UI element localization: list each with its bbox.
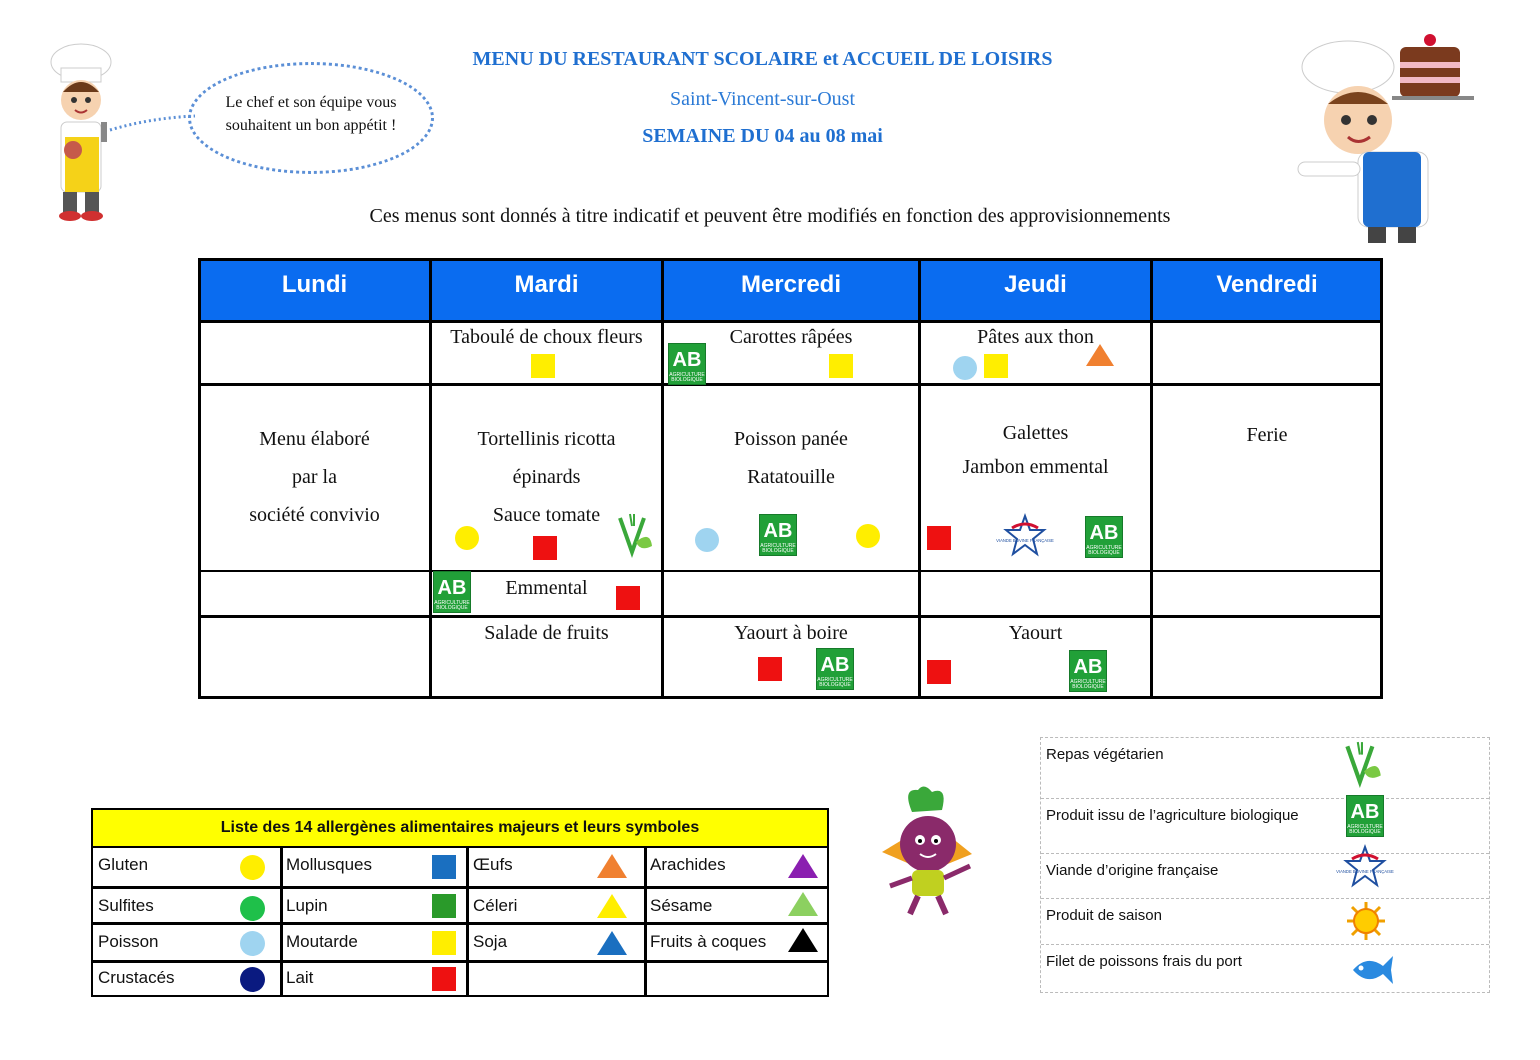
legend-seasonal: Produit de saison bbox=[1046, 907, 1162, 924]
legend-organic: Produit issu de l’agriculture biologique bbox=[1046, 807, 1299, 824]
bubble-line-2: souhaitent un bon appétit ! bbox=[225, 117, 397, 134]
legend-row bbox=[1041, 898, 1489, 945]
page-location: Saint-Vincent-sur-Oust bbox=[669, 88, 856, 110]
legend-row bbox=[1041, 853, 1489, 899]
lupin-symbol bbox=[432, 894, 456, 918]
allergen-oeufs: Œufs bbox=[473, 855, 513, 874]
ab-logo: AB AGRICULTURE BIOLOGIQUE bbox=[1085, 516, 1123, 558]
sun-icon bbox=[1346, 901, 1386, 941]
milk-marker bbox=[616, 586, 640, 610]
disclaimer: Ces menus sont donnés à titre indicatif et peuvent être modifiés en fonction des approvisionnements bbox=[369, 205, 1171, 227]
grid-line bbox=[466, 846, 469, 995]
allergen-mollusques: Mollusques bbox=[286, 855, 372, 874]
lait-symbol bbox=[432, 967, 456, 991]
svg-text:VIANDE BOVINE FRANÇAISE: VIANDE BOVINE FRANÇAISE bbox=[996, 538, 1054, 543]
allergen-sesame: Sésame bbox=[650, 896, 713, 915]
gluten-marker bbox=[829, 354, 853, 378]
cheese-mardi: Emmental bbox=[505, 577, 588, 599]
menu-table bbox=[198, 258, 1383, 699]
grid-line bbox=[1380, 258, 1383, 699]
grid-line bbox=[280, 846, 283, 995]
grid-line bbox=[644, 846, 647, 995]
grid-line bbox=[93, 922, 827, 925]
ab-logo: AB AGRICULTURE BIOLOGIQUE bbox=[1069, 650, 1107, 692]
milk-marker bbox=[533, 536, 557, 560]
day-header-vendredi: Vendredi bbox=[1153, 260, 1381, 320]
allergen-arachides: Arachides bbox=[650, 855, 726, 874]
main-mercredi: Poisson panée Ratatouille bbox=[734, 428, 848, 488]
starter-jeudi: Pâtes aux thon bbox=[977, 326, 1094, 348]
fish-icon bbox=[1347, 950, 1395, 990]
fish-marker bbox=[695, 528, 719, 552]
gluten-symbol bbox=[240, 855, 265, 880]
allergen-table-title: Liste des 14 allergènes alimentaires majeurs et leurs symboles bbox=[93, 810, 827, 848]
starter-mardi: Taboulé de choux fleurs bbox=[450, 326, 643, 348]
milk-marker bbox=[927, 526, 951, 550]
ab-logo: AB AGRICULTURE BIOLOGIQUE bbox=[668, 343, 706, 385]
day-header-mardi: Mardi bbox=[432, 260, 661, 320]
legend-fresh-fish: Filet de poissons frais du port bbox=[1046, 953, 1242, 970]
ab-logo: AB AGRICULTURE BIOLOGIQUE bbox=[816, 648, 854, 690]
page-title: MENU DU RESTAURANT SCOLAIRE et ACCUEIL DE LOISIRS bbox=[472, 48, 1053, 70]
grid-line bbox=[198, 696, 1383, 699]
gluten-marker bbox=[984, 354, 1008, 378]
main-vendredi: Ferie bbox=[1246, 424, 1288, 446]
legend-row bbox=[1041, 738, 1489, 799]
allergen-sulfites: Sulfites bbox=[98, 896, 154, 915]
allergen-lupin: Lupin bbox=[286, 896, 328, 915]
speech-bubble bbox=[188, 62, 434, 174]
main-lundi: Menu élaboré par la société convivio bbox=[249, 428, 380, 526]
french-meat-logo bbox=[996, 514, 1054, 558]
page-week: SEMAINE DU 04 au 08 mai bbox=[642, 125, 883, 147]
allergen-crustaces: Crustacés bbox=[98, 968, 175, 987]
allergen-lait: Lait bbox=[286, 968, 314, 987]
grid-line bbox=[198, 383, 1383, 386]
fish-marker bbox=[953, 356, 977, 380]
svg-text:VIANDE BOVINE FRANÇAISE: VIANDE BOVINE FRANÇAISE bbox=[1336, 869, 1394, 874]
sesame-symbol bbox=[788, 892, 818, 916]
poisson-symbol bbox=[240, 931, 265, 956]
day-header-mercredi: Mercredi bbox=[664, 260, 918, 320]
egg-marker bbox=[1086, 344, 1114, 366]
legend-french-meat: Viande d’origine française bbox=[1046, 862, 1219, 879]
main-mardi: Tortellinis ricotta épinards Sauce tomate bbox=[477, 428, 616, 526]
oeufs-symbol bbox=[597, 854, 627, 878]
vegetarian-icon bbox=[616, 512, 654, 558]
french-meat-logo bbox=[1336, 845, 1394, 889]
allergen-poisson: Poisson bbox=[98, 932, 159, 951]
grid-line bbox=[1150, 258, 1153, 699]
ab-logo: AB AGRICULTURE BIOLOGIQUE bbox=[433, 571, 471, 613]
allergen-moutarde: Moutarde bbox=[286, 932, 358, 951]
grid-line bbox=[198, 570, 1383, 572]
symbol-legend bbox=[1040, 737, 1490, 993]
gluten-marker bbox=[531, 354, 555, 378]
mollusques-symbol bbox=[432, 855, 456, 879]
bubble-line-1: Le chef et son équipe vous bbox=[225, 94, 397, 111]
sulfites-symbol bbox=[240, 896, 265, 921]
grid-line bbox=[93, 886, 827, 889]
crustaces-symbol bbox=[240, 967, 265, 992]
vegetarian-icon bbox=[1343, 740, 1383, 788]
gluten-marker bbox=[455, 526, 479, 550]
dessert-mardi: Salade de fruits bbox=[484, 622, 609, 644]
ab-logo: AB AGRICULTURE BIOLOGIQUE bbox=[1346, 795, 1384, 837]
legend-vegetarian: Repas végétarien bbox=[1046, 746, 1164, 763]
allergen-soja: Soja bbox=[473, 932, 508, 951]
moutarde-symbol bbox=[432, 931, 456, 955]
fruits-a-coques-symbol bbox=[788, 928, 818, 952]
celeri-symbol bbox=[597, 894, 627, 918]
legend-row bbox=[1041, 944, 1489, 992]
allergen-gluten: Gluten bbox=[98, 855, 149, 874]
grid-line bbox=[198, 258, 1383, 261]
beet-mascot-illustration bbox=[872, 782, 984, 922]
milk-marker bbox=[927, 660, 951, 684]
legend-row bbox=[1041, 798, 1489, 854]
starter-mercredi: Carottes râpées bbox=[729, 326, 853, 348]
ab-logo: AB AGRICULTURE BIOLOGIQUE bbox=[759, 514, 797, 556]
gluten-marker bbox=[856, 524, 880, 548]
day-header-lundi: Lundi bbox=[200, 260, 429, 320]
dessert-mercredi: Yaourt à boire bbox=[734, 622, 848, 644]
arachides-symbol bbox=[788, 854, 818, 878]
milk-marker bbox=[758, 657, 782, 681]
day-header-jeudi: Jeudi bbox=[921, 260, 1150, 320]
dessert-jeudi: Yaourt bbox=[1008, 622, 1063, 644]
allergen-fruits-a-coques: Fruits à coques bbox=[650, 932, 767, 951]
grid-line bbox=[93, 960, 827, 963]
allergen-table bbox=[91, 808, 829, 997]
soja-symbol bbox=[597, 931, 627, 955]
allergen-celeri: Céleri bbox=[473, 896, 518, 915]
main-jeudi: Galettes Jambon emmental bbox=[962, 422, 1109, 478]
